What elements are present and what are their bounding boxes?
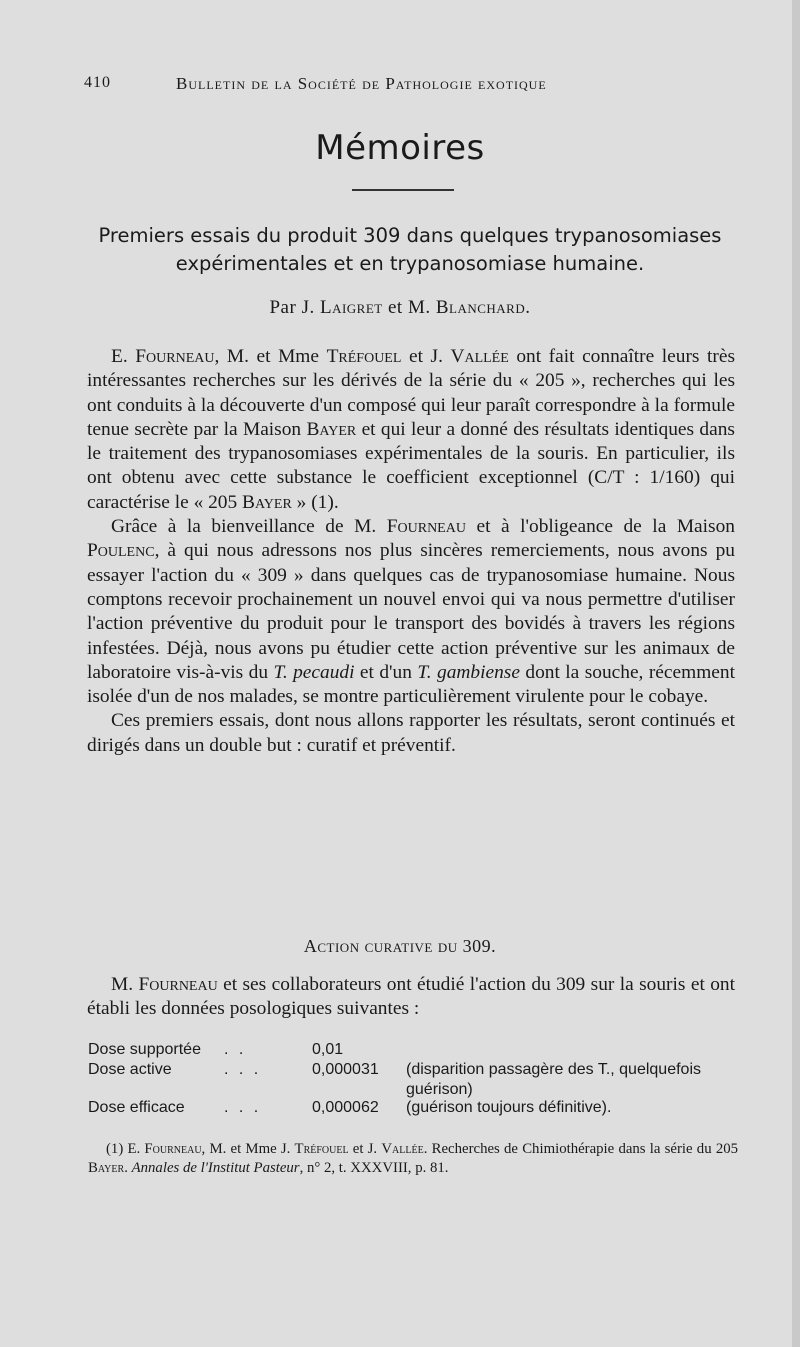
name-bayer: Bayer xyxy=(306,418,357,440)
journal-title: Annales de l'Institut Pasteur xyxy=(131,1160,300,1176)
name-fourneau: Fourneau xyxy=(144,1141,202,1157)
dose-value: 0,01 xyxy=(312,1041,344,1058)
text-run: Grâce à la bienveillance de M. xyxy=(111,516,387,538)
name-trefouel: Tréfouel xyxy=(294,1141,349,1157)
byline-prefix: Par xyxy=(269,297,297,318)
paragraph-2 xyxy=(87,515,735,709)
dose-row xyxy=(88,1060,738,1098)
paragraph-1 xyxy=(87,345,735,515)
article-title: Premiers essais du produit 309 dans quelques trypanosomiases expérimentales et en trypanosomiase humaine. xyxy=(98,224,722,275)
article-body xyxy=(87,345,735,758)
paragraph-4 xyxy=(87,973,735,1022)
name-trefouel: Tréfouel xyxy=(326,346,402,367)
title-rule xyxy=(352,189,454,191)
name-bayer: Bayer xyxy=(242,491,292,513)
text-run: E. xyxy=(111,346,136,367)
text-run: . xyxy=(124,1160,132,1176)
name-fourneau: Fourneau xyxy=(138,974,218,995)
running-title: Bulletin de la Société de Pathologie exotique xyxy=(176,74,547,93)
name-fourneau: Fourneau xyxy=(386,516,466,538)
text-run: (1) E. xyxy=(106,1141,145,1157)
leader-dots: . . xyxy=(224,1041,247,1058)
author-blanchard: M. Blanchard. xyxy=(407,297,531,318)
section-title: Mémoires xyxy=(315,128,485,168)
text-run: et J. xyxy=(348,1141,382,1157)
text-run: , n° 2, t. XXXVIII, p. 81. xyxy=(299,1160,449,1176)
subheading: Action curative du 309. xyxy=(303,936,497,956)
author-laigret: J. Laigret xyxy=(301,297,383,318)
paragraph-3: Ces premiers essais, dont nous allons rapporter les résultats, seront continués et dirigés dans un double but : curatif et préventif. xyxy=(87,710,735,756)
dose-value: 0,000031 xyxy=(312,1061,379,1078)
dose-row xyxy=(88,1040,738,1060)
text-run: et qui leur a donné des résultats identiques dans le traitement des trypanosomiases expérimentales de la souris. En particulier, ils ont obtenu avec cette substance le coefficient exceptionnel (C/T : 1/160) qui caractérise le « 205 xyxy=(87,418,735,513)
page-edge xyxy=(792,0,800,1347)
footnote xyxy=(88,1140,738,1178)
dose-row xyxy=(88,1098,738,1118)
name-poulenc: Poulenc xyxy=(87,540,155,562)
text-run: , M. et Mme xyxy=(214,346,327,367)
text-run: . Recherches de Chimiothérapie dans la série du 205 xyxy=(423,1141,739,1157)
name-vallee: Vallée xyxy=(450,346,509,367)
footnote-1 xyxy=(88,1140,738,1178)
article-body-2 xyxy=(87,973,735,1022)
leader-dots: . . . xyxy=(224,1099,262,1116)
dose-label: Dose active xyxy=(88,1061,172,1078)
text-run: ont fait connaître leurs très intéressantes recherches sur les dérivés de la série du « 205 », recherches qui les ont conduits à la découverte d'un composé qui leur paraît correspondre à la formule tenue secrète par la Maison xyxy=(87,346,735,440)
name-vallee: Vallée xyxy=(381,1141,424,1157)
text-run: » (1). xyxy=(291,491,339,513)
name-bayer: Bayer xyxy=(88,1160,125,1176)
dose-note: (guérison toujours définitive). xyxy=(406,1099,612,1116)
text-run: et J. xyxy=(401,346,451,367)
text-run: , à qui nous adressons nos plus sincères remerciements, nous avons pu essayer l'action du « 309 » dans quelques cas de trypanosomiase humaine. Nous comptons recevoir prochainement un nouvel envoi qui va nous permettre d'utiliser l'action préventive du produit pour le transport des bovidés à travers les régions infestées. Déjà, nous avons pu étudier cette action préventive sur les animaux de laboratoire vis-à-vis du xyxy=(87,540,735,683)
text-run: , M. et Mme J. xyxy=(201,1141,295,1157)
dose-label: Dose supportée xyxy=(88,1041,201,1058)
text-run: et d'un xyxy=(354,661,418,683)
species-t-pecaudi: T. pecaudi xyxy=(273,661,355,683)
byline xyxy=(0,297,800,319)
name-fourneau: Fourneau xyxy=(135,346,215,367)
text-run: et à l'obligeance de la Maison xyxy=(465,516,735,538)
leader-dots: . . . xyxy=(224,1061,262,1078)
text-run: et ses collaborateurs ont étudié l'action du 309 sur la souris et ont établi les données posologiques suivantes : xyxy=(87,974,735,1020)
dose-label: Dose efficace xyxy=(88,1099,185,1116)
dose-table xyxy=(88,1040,738,1118)
text-run: M. xyxy=(111,974,139,995)
dose-note: (disparition passagère des T., quelquefois guérison) xyxy=(406,1061,701,1098)
dose-value: 0,000062 xyxy=(312,1099,379,1116)
species-t-gambiense: T. gambiense xyxy=(417,661,520,683)
byline-conjunction: et xyxy=(387,297,403,318)
page-number: 410 xyxy=(84,74,111,91)
text-run: dont la souche, récemment isolée d'un de nos malades, se montre particulièrement virulente pour le cobaye. xyxy=(87,661,735,708)
